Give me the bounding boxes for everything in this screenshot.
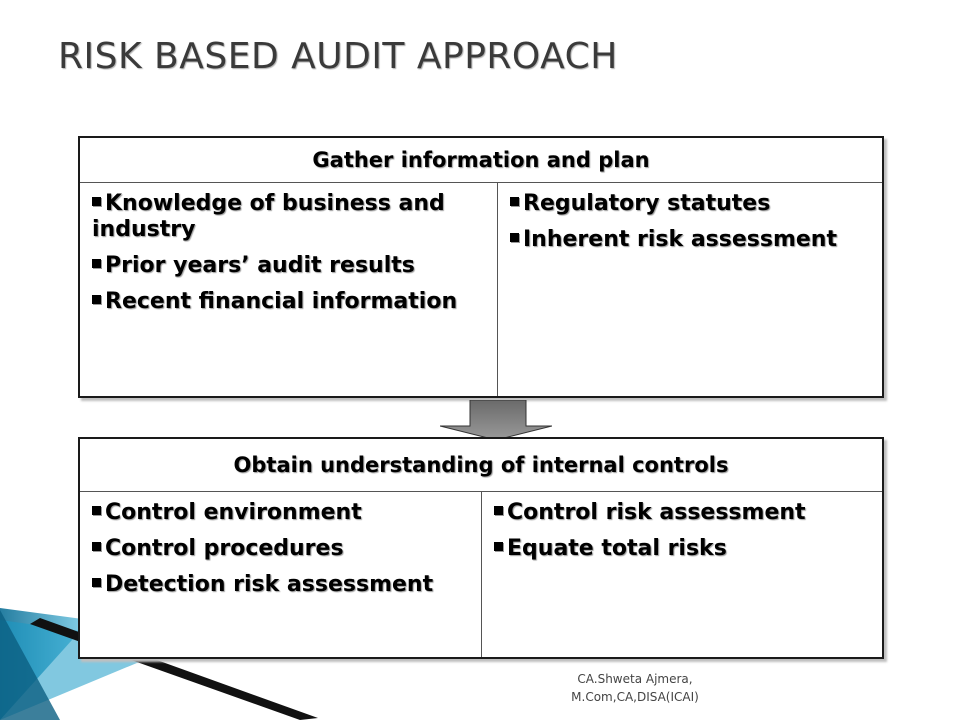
list-item: Recent financial information [92,289,487,315]
slide-title: RISK BASED AUDIT APPROACH [58,36,618,77]
gather-information-box [78,136,884,398]
right-column [498,183,882,396]
square-bullet-icon [494,506,503,515]
list-item: Regulatory statutes [510,191,872,217]
square-bullet-icon [510,197,519,206]
list-item: Prior years’ audit results [92,253,487,279]
left-column [80,183,498,396]
left-column [80,492,482,657]
list-item: Knowledge of business and industry [92,191,445,242]
square-bullet-icon [92,197,101,206]
list-item: Control risk assessment [494,500,872,526]
square-bullet-icon [510,233,519,242]
list-item: Inherent risk assessment [510,227,872,253]
list-item: Control procedures [92,536,471,562]
right-column [482,492,882,657]
internal-controls-box [78,437,884,659]
square-bullet-icon [92,542,101,551]
box-heading: Gather information and plan [80,138,882,183]
square-bullet-icon [92,295,101,304]
down-arrow-icon [440,400,552,440]
footer-line: CA.Shweta Ajmera, [577,672,693,686]
square-bullet-icon [92,506,101,515]
square-bullet-icon [92,259,101,268]
author-footer [555,670,715,706]
square-bullet-icon [494,542,503,551]
list-item: Equate total risks [494,536,872,562]
list-item: Detection risk assessment [92,572,471,598]
box-heading: Obtain understanding of internal controls [80,439,882,492]
footer-line: M.Com,CA,DISA(ICAI) [571,690,699,704]
list-item: Control environment [92,500,471,526]
square-bullet-icon [92,578,101,587]
